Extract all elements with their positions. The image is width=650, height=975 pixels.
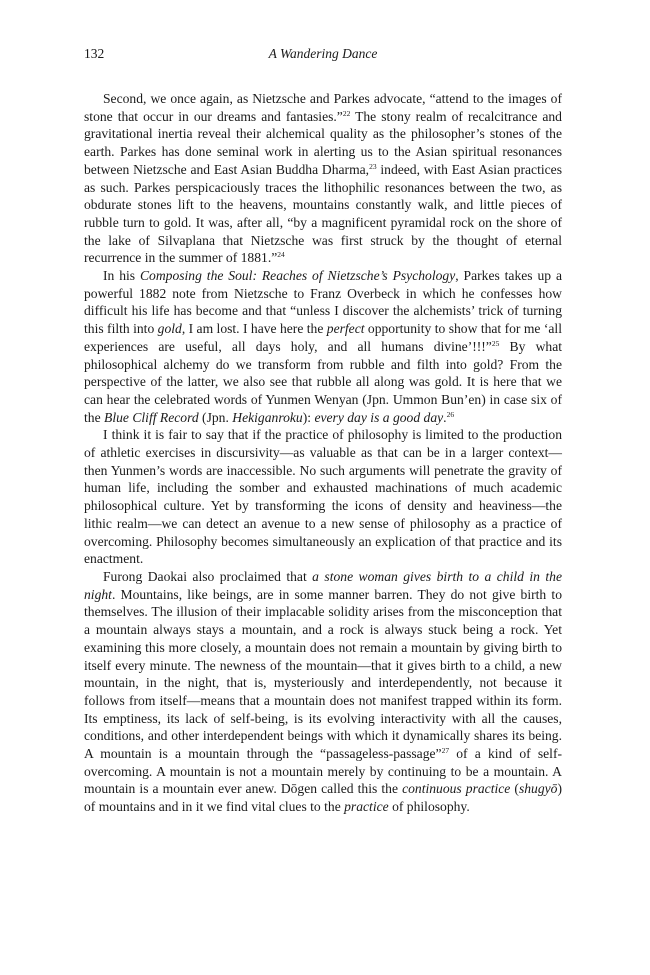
footnote-ref-22[interactable]: 22	[342, 108, 351, 118]
paragraph-4: Furong Daokai also proclaimed that a stone woman gives birth to a child in the night. Mountains, like beings, are in some manner barren. They do not give birth to themselves. The illusion of their implacable solidity arises from the misconception that a mountain always stays a mountain, and a rock is always stuck being a rock. Yet examining this more closely, a mountain does not remain a mountain by giving birth to itself every minute. The newness of the mountain—that it gives birth to a child, a new mountain, in the night, that is, mysteriously and interdependently, not because it follows from itself—means that a mountain does not manifest trapped within its form. Its emptiness, its lack of self-being, is its evolving interactivity with all the causes, conditions, and other interdependent beings with which it dynamically shares its being. A mountain is a mountain through the “passageless-passage”$^{27}$ of a kind of self-overcoming. A mountain is not a mountain merely by continuing to be a mountain. A mountain is a mountain ever anew. Dōgen called this the continuous practice (shugyō) of mountains and in it we find vital clues to the practice of philosophy.	[84, 568, 563, 815]
paragraph-3: I think it is fair to say that if the practice of philosophy is limited to the production of athletic exercises in discursivity—as valuable as that can be in a larger context—then Yunmen’s words are inaccessible. No such arguments will penetrate the gravity of human life, including the somber and exhausted machinations of much academic philosophical culture. Yet by transforming the icons of density and heaviness—the lithic realm—we can detect an avenue to a new sense of philosophy as a practice of overcoming. Philosophy becomes simultaneously an explication of that practice and its enactment.	[84, 427, 562, 567]
paragraph-2: In his Composing the Soul: Reaches of Nietzsche’s Psychology, Parkes takes up a powerful 1882 note from Nietzsche to Franz Overbeck in which he confesses how difficult his life has become and that “unless I discover the alchemists’ trick of turning this filth into gold, I am lost. I have here the perfect opportunity to show that for me ‘all experiences are useful, all days holy, and all humans divine’!!!”$^{25}$ By what philosophical alchemy do we transform from rubble and filth into gold? From the perspective of the latter, we also see that rubble all along was gold. It is here that we can hear the celebrated words of Yunmen Wenyan (Jpn. Ummon Bun’en) in case six of the Blue Cliff Record (Jpn. Hekiganroku): every day is a good day.$^{26}$	[84, 268, 562, 425]
footnote-ref-24[interactable]: 24	[277, 250, 285, 260]
footnote-ref-27[interactable]: 27	[441, 746, 450, 756]
running-title: A Wandering Dance	[268, 46, 378, 61]
book-title-blue-cliff-record: Blue Cliff Record	[104, 409, 199, 425]
footnote-ref-25[interactable]: 25	[491, 338, 500, 348]
page-number: 132	[84, 46, 105, 61]
footnote-ref-26[interactable]: 26	[446, 409, 455, 419]
body-text	[84, 90, 562, 816]
running-header	[84, 46, 562, 64]
book-title-composing-the-soul: Composing the Soul: Reaches of Nietzsche’s Psychology	[139, 268, 456, 284]
paragraph-1: Second, we once again, as Nietzsche and Parkes advocate, “attend to the images of stone that occur in our dreams and fantasies.”$^{22}$ The stony realm of recalcitrance and gravitational inertia reveal their alchemical quality as the philosopher’s stones of the earth. Parkes has done seminal work in alerting us to the Asian spiritual resonances between Nietzsche and East Asian Buddha Dharma,$^{23}$ indeed, with East Asian practices as such. Parkes perspicaciously traces the lithophilic resonances between the two, as obdurate stones lift to the heavens, mountains constantly walk, and little pieces of rubble turn to gold. It was, after all, “by a magnificent pyramidal rock on the shore of the lake of Silvaplana that Nietzsche was first struck by the thought of eternal recurrence in the summer of 1881.”$^{24}$	[84, 91, 562, 266]
footnote-ref-23[interactable]: 23	[369, 161, 377, 171]
